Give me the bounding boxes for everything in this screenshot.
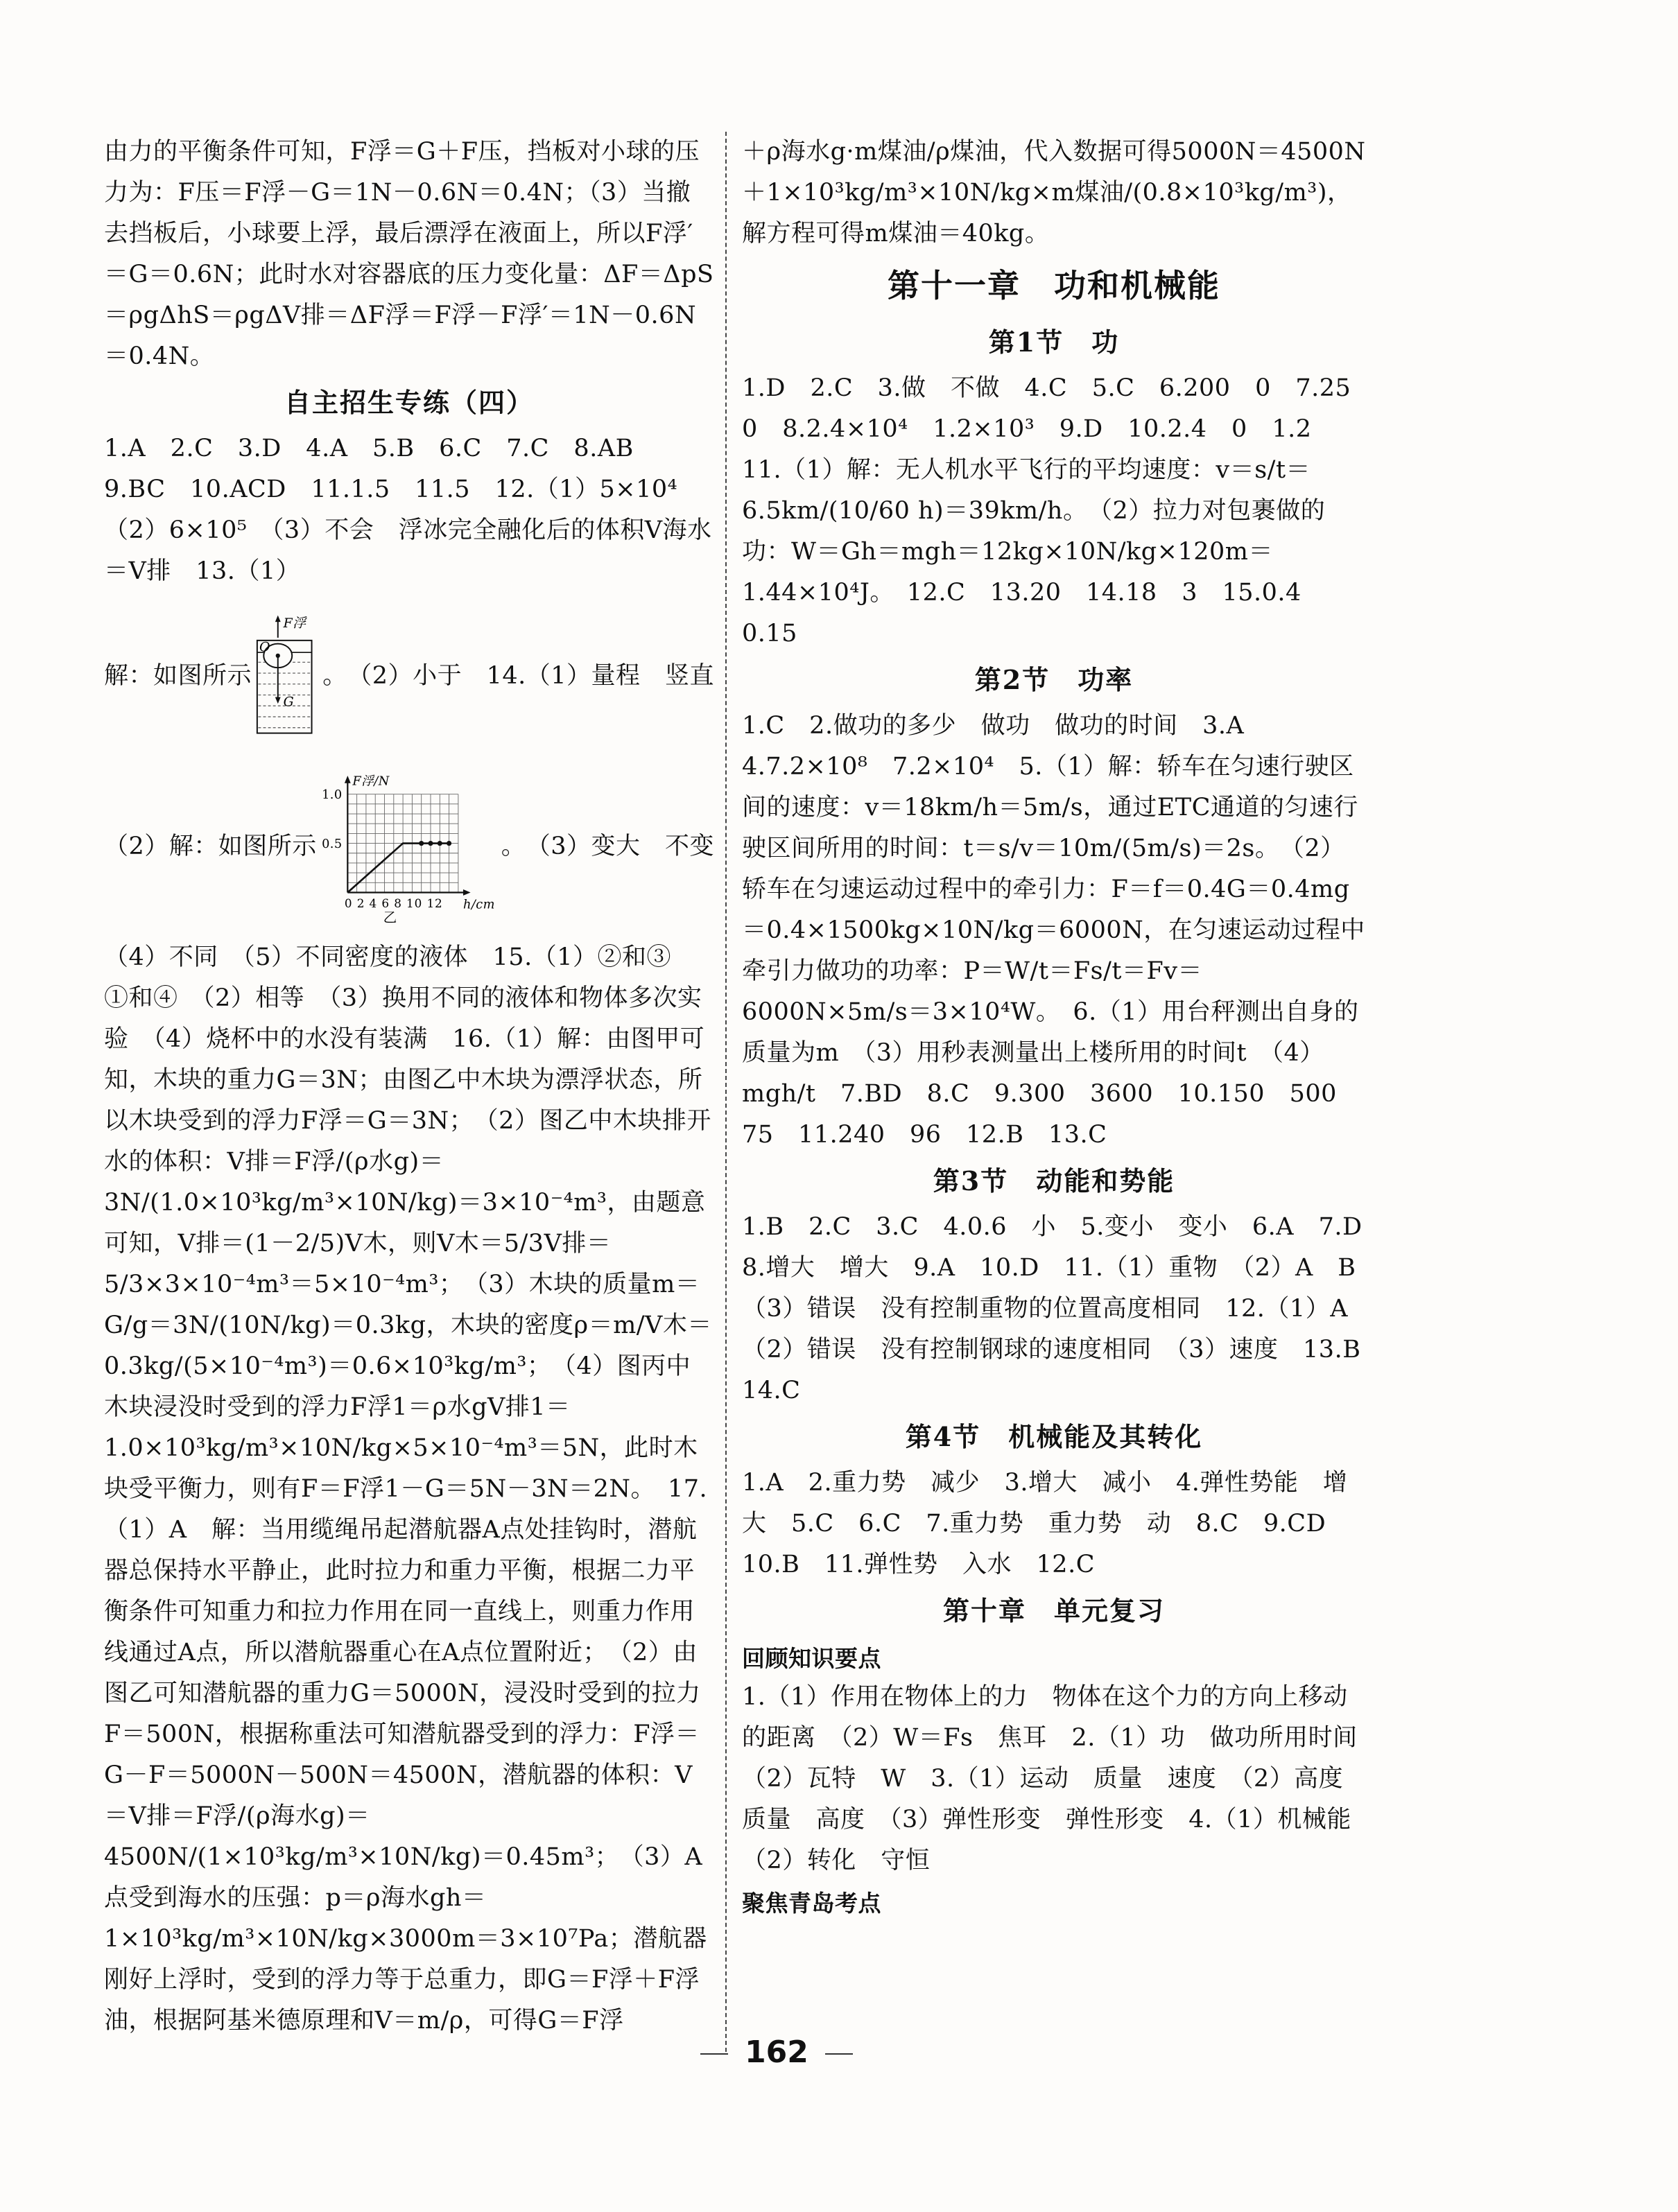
column-divider <box>725 132 727 2052</box>
page-number-dash-left <box>700 2053 728 2055</box>
figure-row-2 <box>104 760 714 933</box>
section-1-title: 第1节 功 <box>988 326 1120 358</box>
graph-y-label: F浮/N <box>352 774 390 789</box>
graph-y-tick-mid: 0.5 <box>321 837 343 851</box>
figure-2-lead-text: （2）解：如图所示 <box>104 832 317 860</box>
section-1-answers: 1.D 2.C 3.做 不做 4.C 5.C 6.200 0 7.25 0 8.2.4×10⁴ 1.2×10³ 9.D 10.2.4 0 1.2 11.（1）解：无人机水平飞行的平均速度：v＝s/t＝6.5km/(10/60 h)＝39km/h。 （2）拉力对包裹做的功：W＝Gh＝mgh＝12kg×10N/kg×120m＝1.44×10⁴J。 12.C 13.20 14.18 3 15.0.4 0.15 <box>742 374 1376 647</box>
graph-x-ticks: 0 2 4 6 8 10 12 <box>344 896 443 910</box>
label-g: G <box>283 694 295 710</box>
left-column <box>104 132 714 2041</box>
right-paragraph-top: ＋ρ海水g·m煤油/ρ煤油，代入数据可得5000N＝4500N＋1×10³kg/m³×10N/kg×m煤油/(0.8×10³kg/m³)，解方程可得m煤油＝40kg。 <box>742 138 1366 247</box>
left-paragraph-body: （4）不同 （5）不同密度的液体 15.（1）②和③ ①和④ （2）相等 （3）换用不同的液体和物体多次实验 （4）烧杯中的水没有装满 16.（1）解：由图甲可知，木块的重力G＝3N；由图乙中木块为漂浮状态，所以木块受到的浮力F浮＝G＝3N； （2）图乙中木块排开水的体积：V排＝F浮/(ρ水g)＝3N/(1.0×10³kg/m³×10N/kg)＝3×10⁻⁴m³，由题意可知，V排＝(1－2/5)V木，则V木＝5/3V排＝5/3×3×10⁻⁴m³＝5×10⁻⁴m³； （3）木块的质量m＝G/g＝3N/(10N/kg)＝0.3kg，木块的密度ρ＝m/V木＝0.3kg/(5×10⁻⁴m³)＝0.6×10³kg/m³； （4）图丙中木块浸没时受到的浮力F浮1＝ρ水gV排1＝1.0×10³kg/m³×10N/kg×5×10⁻⁴m³＝5N，此时木块受平衡力，则有F＝F浮1－G＝5N－3N＝2N。 17.（1）A 解：当用缆绳吊起潜航器A点处挂钩时，潜航器总保持水平静止，此时拉力和重力平衡，根据二力平衡条件可知重力和拉力作用在同一直线上，则重力作用线通过A点，所以潜航器重心在A点位置附近； （2）由图乙可知潜航器的重力G＝5000N，浸没时受到的拉力F＝500N，根据称重法可知潜航器受到的浮力：F浮＝G－F＝5000N－500N＝4500N，潜航器的体积：V＝V排＝F浮/(ρ海水g)＝4500N/(1×10³kg/m³×10N/kg)＝0.45m³； （3）A点受到海水的压强：p＝ρ海水gh＝1×10³kg/m³×10N/kg×3000m＝3×10⁷Pa；潜航器刚好上浮时，受到的浮力等于总重力，即G＝F浮＋F浮油，根据阿基米德原理和V＝m/ρ，可得G＝F浮 <box>104 943 712 2035</box>
page-number-dash-right <box>825 2053 853 2055</box>
section-3-title: 第3节 动能和势能 <box>933 1165 1175 1196</box>
section-title: 自主招生专练（四） <box>284 387 534 418</box>
review-answers: 1.（1）作用在物体上的力 物体在这个力的方向上移动的距离 （2）W＝Fs 焦耳 2.（1）功 做功所用时间 （2）瓦特 W 3.（1）运动 质量 速度 （2）高度 质量 高度 （3）弹性形变 弹性形变 4.（1）机械能 （2）转化 守恒 <box>742 1683 1383 1874</box>
review-subheading-knowledge: 回顾知识要点 <box>742 1645 881 1672</box>
figure-row-1 <box>104 596 714 756</box>
graph-y-tick-top: 1.0 <box>321 787 343 802</box>
section-4-answers: 1.A 2.重力势 减少 3.增大 减小 4.弹性势能 增大 5.C 6.C 7.重力势 重力势 动 8.C 9.CD 10.B 11.弹性势 入水 12.C <box>742 1469 1351 1578</box>
chapter-title: 第十一章 功和机械能 <box>888 267 1220 304</box>
figure-1-lead-text: 解：如图所示 <box>104 661 252 690</box>
review-subheading-focus: 聚焦青岛考点 <box>742 1890 881 1917</box>
label-o: O <box>259 639 270 655</box>
right-column <box>742 132 1387 1922</box>
graph-caption: 乙 <box>383 909 397 926</box>
figure-2-trail-text: 。 （3）变大 不变 <box>501 832 714 860</box>
buoyancy-depth-graph <box>317 760 501 933</box>
page-number-value: 162 <box>745 2035 808 2070</box>
section-4-title: 第4节 机械能及其转化 <box>905 1421 1203 1452</box>
figure-1-trail-text: 。 （2）小于 14.（1）量程 竖直 <box>322 661 714 690</box>
page-number <box>0 2035 1553 2070</box>
graph-x-label: h/cm <box>462 898 495 912</box>
answers-block-1: 1.A 2.C 3.D 4.A 5.B 6.C 7.C 8.AB 9.BC 10.ACD 11.1.5 11.5 12.（1）5×10⁴ （2）6×10⁵ （3）不会 浮冰完全融化后的体积V海水＝V排 13.（1） <box>104 435 712 585</box>
buoyancy-container-figure <box>252 596 322 756</box>
review-title: 第十章 单元复习 <box>942 1595 1165 1626</box>
left-paragraph-top: 由力的平衡条件可知，F浮＝G＋F压，挡板对小球的压力为：F压＝F浮－G＝1N－0.6N＝0.4N；（3）当撤去挡板后，小球要上浮，最后漂浮在液面上，所以F浮′＝G＝0.6N；此时水对容器底的压力变化量：ΔF＝ΔpS＝ρgΔhS＝ρgΔV排＝ΔF浮＝F浮－F浮′＝1N－0.6N＝0.4N。 <box>104 138 714 370</box>
label-f-buoyancy: F浮 <box>283 615 306 631</box>
section-2-answers: 1.C 2.做功的多少 做功 做功的时间 3.A 4.7.2×10⁸ 7.2×10⁴ 5.（1）解：轿车在匀速行驶区间的速度：v＝18km/h＝5m/s，通过ETC通道的匀速行驶区间所用的时间：t＝s/v＝10m/(5m/s)＝2s。 （2）轿车在匀速运动过程中的牵引力：F＝f＝0.4G＝0.4mg＝0.4×1500kg×10N/kg＝6000N，在匀速运动过程中牵引力做功的功率：P＝W/t＝Fs/t＝Fv＝6000N×5m/s＝3×10⁴W。 6.（1）用台秤测出自身的质量为m （3）用秒表测量出上楼所用的时间t （4）mgh/t 7.BD 8.C 9.300 3600 10.150 500 75 11.240 96 12.B 13.C <box>742 712 1365 1149</box>
section-3-answers: 1.B 2.C 3.C 4.0.6 小 5.变小 变小 6.A 7.D 8.增大 增大 9.A 10.D 11.（1）重物 （2）A B （3）错误 没有控制重物的位置高度相同 12.（1）A （2）错误 没有控制钢球的速度相同 （3）速度 13.B 14.C <box>742 1213 1387 1404</box>
section-2-title: 第2节 功率 <box>974 664 1134 695</box>
